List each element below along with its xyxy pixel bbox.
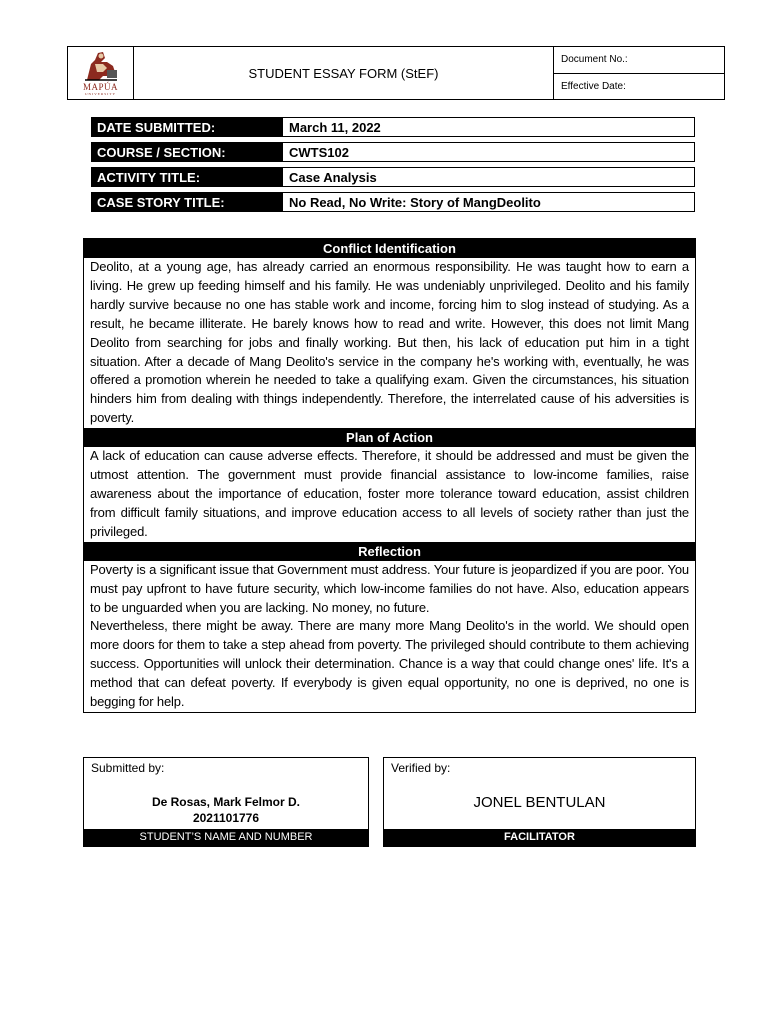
date-submitted-row [91, 117, 695, 137]
case-story-title-label: CASE STORY TITLE: [92, 193, 283, 211]
effective-date-label: Effective Date: [554, 73, 724, 100]
facilitator-name: JONEL BENTULAN [473, 794, 606, 811]
facilitator-caption: FACILITATOR [384, 829, 695, 846]
document-meta [554, 47, 724, 99]
seal-icon [81, 50, 121, 82]
reflection-heading: Reflection [84, 542, 695, 561]
activity-title-label: ACTIVITY TITLE: [92, 168, 283, 186]
verified-by-label: Verified by: [391, 761, 451, 775]
date-submitted-label: DATE SUBMITTED: [92, 118, 283, 136]
university-logo [68, 47, 134, 99]
form-header [67, 46, 725, 100]
conflict-identification-heading: Conflict Identification [84, 239, 695, 258]
plan-paragraph: A lack of education can cause adverse effects. Therefore, it should be addressed and must be given the utmost attention. The government must provide financial assistance to low-income families, raise awareness about the importance of education, foster more tolerance toward education, assist children from difficult family situations, and improve education access to all levels of society rather than just the privileged. [90, 448, 689, 539]
reflection-paragraph-1: Poverty is a significant issue that Government must address. Your future is jeopardized if you are poor. You must pay upfront to have future security, which low-income families do not have. Also, education appears to be unguarded when you are lacking. No money, no future. [90, 561, 689, 615]
student-identity [84, 794, 368, 826]
course-section-value: CWTS102 [289, 144, 349, 160]
logo-subtext: UNIVERSITY [85, 92, 116, 96]
essay-body [83, 238, 696, 713]
form-title: STUDENT ESSAY FORM (StEF) [134, 47, 554, 99]
case-story-title-value: No Read, No Write: Story of MangDeolito [289, 194, 541, 210]
activity-title-value: Case Analysis [289, 169, 377, 185]
case-story-title-row [91, 192, 695, 212]
document-no-label: Document No.: [561, 54, 628, 66]
submission-info [91, 117, 695, 217]
student-caption: STUDENT’S NAME AND NUMBER [84, 829, 368, 846]
verified-by-box [383, 757, 696, 847]
student-number: 2021101776 [192, 811, 260, 825]
reflection-text [84, 561, 695, 712]
plan-of-action-text [84, 447, 695, 542]
course-section-row [91, 142, 695, 162]
logo-wordmark: MAPÚA [82, 82, 118, 92]
student-name: De Rosas, Mark Felmor D. [151, 795, 301, 809]
plan-of-action-heading: Plan of Action [84, 428, 695, 447]
date-submitted-value: March 11, 2022 [289, 119, 381, 135]
conflict-paragraph: Deolito, at a young age, has already carried an enormous responsibility. He was taught how to earn a living. He grew up feeding himself and his family. He was undeniably unprivileged. Deolito and his family hardly survive because no one has stable work and income, forcing him to slog instead of studying. As a result, he became illiterate. He barely knows how to read and write. However, this does not limit Mang Deolito from searching for jobs and finally working. But then, his lack of education put him in a tight situation. After a decade of Mang Deolito's service in the company he's working with, eventually, he was offered a promotion wherein he needed to take a qualifying exam. Given the circumstances, his situation hinders him from dealing with things independently. Therefore, the interrelated cause of his adversities is poverty. [90, 259, 689, 426]
course-section-label: COURSE / SECTION: [92, 143, 283, 161]
reflection-paragraph-2: Nevertheless, there might be away. There are many more Mang Deolito's in the world. We should open more doors for them to take a step ahead from poverty. The privileged should contribute to them achieving success. Opportunities will unlock their determination. Chance is a way that could change ones' life. It's a method that can defeat poverty. If everybody is given equal opportunity, no one is deprived, no one is begging for help. [90, 618, 689, 710]
activity-title-row [91, 167, 695, 187]
conflict-identification-text [84, 258, 695, 428]
submitted-by-box [83, 757, 369, 847]
submitted-by-label: Submitted by: [91, 761, 165, 775]
